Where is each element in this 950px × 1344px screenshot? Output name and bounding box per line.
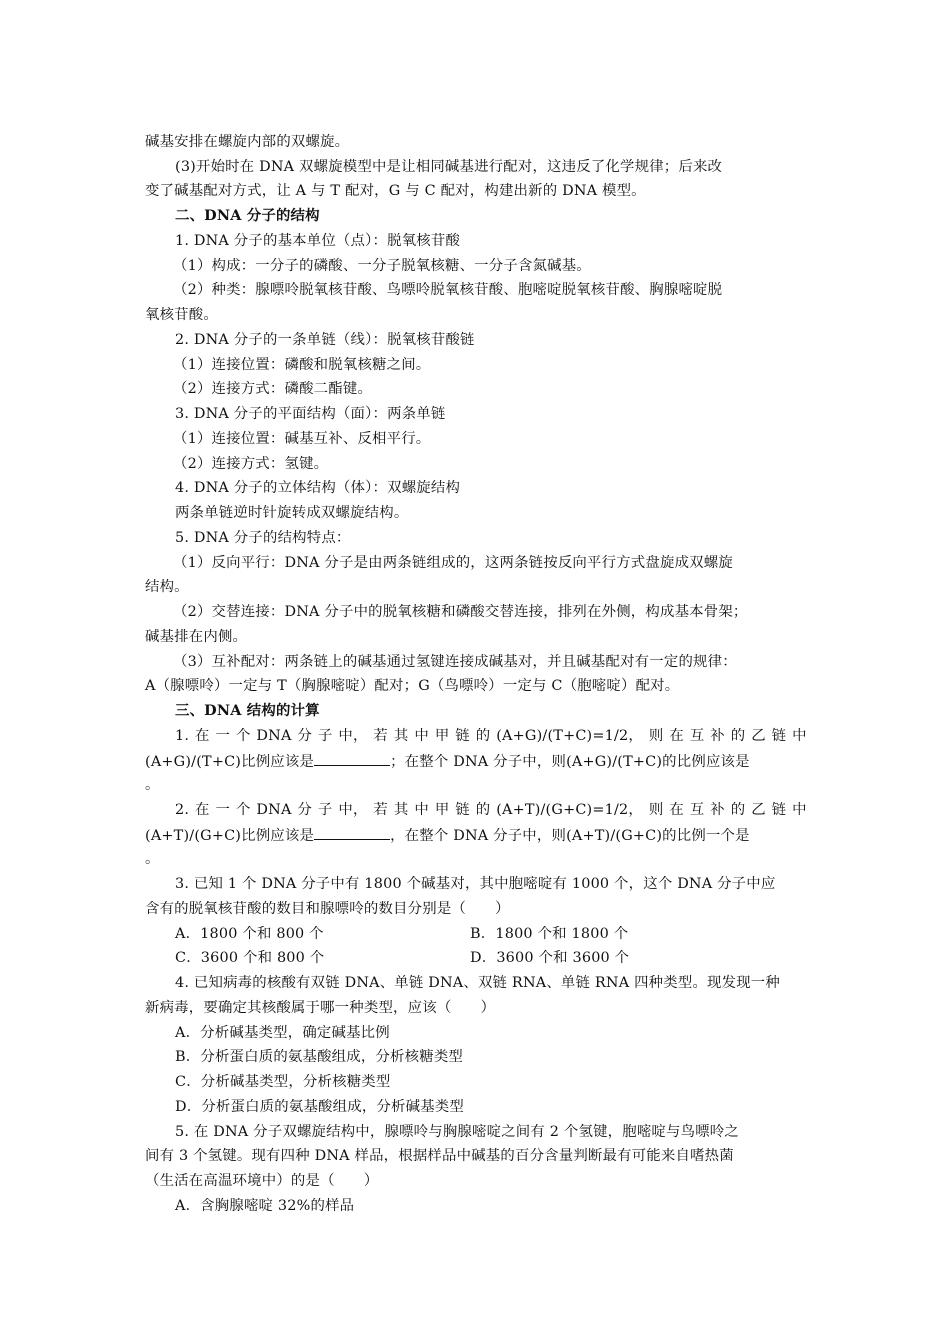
text-line: （生活在高温环境中）的是（ ）	[145, 1173, 379, 1189]
text-line: 新病毒，要确定其核酸属于哪一种类型，应该（ ）	[145, 1000, 496, 1016]
answer-blank[interactable]	[314, 825, 390, 840]
option-a: A．分析碱基类型，确定碱基比例	[175, 1025, 390, 1041]
option-a: A．1800 个和 800 个	[175, 926, 324, 942]
text-line: 碱基安排在螺旋内部的双螺旋。	[145, 134, 350, 150]
answer-blank[interactable]	[314, 751, 390, 766]
option-b: B．1800 个和 1800 个	[470, 926, 629, 942]
option-d: D．分析蛋白质的氨基酸组成，分析碱基类型	[175, 1099, 464, 1115]
question-2-line-2: (A+T)/(G+C)比例应该是 ，在整个 DNA 分子中，则(A+T)/(G+C)的比例一个是	[145, 825, 807, 846]
text-line: （1）构成：一分子的磷酸、一分子脱氧核糖、一分子含氮碱基。	[173, 258, 591, 274]
text-line: A（腺嘌呤）一定与 T（胸腺嘧啶）配对；G（鸟嘌呤）一定与 C（胞嘧啶）配对。	[145, 678, 680, 694]
text-line: 。	[145, 777, 160, 793]
text-line: 3. DNA 分子的平面结构（面）：两条单链	[175, 406, 446, 422]
text-line: (3)开始时在 DNA 双螺旋模型中是让相同碱基进行配对，这违反了化学规律；后来改	[175, 159, 723, 175]
text-line: 3. 已知 1 个 DNA 分子中有 1800 个碱基对，其中胞嘧啶有 1000 个，这个 DNA 分子中应	[175, 876, 776, 892]
text-line: 5. DNA 分子的结构特点：	[175, 530, 351, 546]
text-line: （1）连接位置：碱基互补、反相平行。	[173, 431, 431, 447]
option-c: C．3600 个和 800 个	[175, 950, 325, 966]
option-c: C．分析碱基类型，分析核糖类型	[175, 1074, 391, 1090]
text-line: 碱基排在内侧。	[145, 629, 248, 645]
text-line: 氧核苷酸。	[145, 307, 218, 323]
text-line: 4. 已知病毒的核酸有双链 DNA、单链 DNA、双链 RNA、单链 RNA 四种类型。现发现一种	[175, 975, 780, 991]
section-heading: 二、DNA 分子的结构	[175, 207, 320, 224]
option-a: A．含胸腺嘧啶 32%的样品	[175, 1198, 355, 1214]
text-line: （1）反向平行：DNA 分子是由两条链组成的，这两条链按反向平行方式盘旋成双螺旋	[173, 555, 733, 571]
text-line: （1）连接位置：磷酸和脱氧核糖之间。	[173, 357, 431, 373]
text-line: （2）交替连接：DNA 分子中的脱氧核糖和磷酸交替连接，排列在外侧，构成基本骨架；	[173, 604, 748, 620]
text-line: （2）种类：腺嘌呤脱氧核苷酸、鸟嘌呤脱氧核苷酸、胞嘧啶脱氧核苷酸、胸腺嘧啶脱	[173, 282, 723, 298]
option-b: B．分析蛋白质的氨基酸组成，分析核糖类型	[175, 1049, 463, 1065]
text-line: （2）连接方式：磷酸二酯键。	[173, 381, 373, 397]
text-line: 1. DNA 分子的基本单位（点）：脱氧核苷酸	[175, 233, 461, 249]
text-line: 含有的脱氧核苷酸的数目和腺嘌呤的数目分别是（ ）	[145, 901, 510, 917]
text-line: 5. 在 DNA 分子双螺旋结构中，腺嘌呤与胸腺嘧啶之间有 2 个氢键，胞嘧啶与鸟嘌呤之	[175, 1124, 739, 1140]
option-d: D．3600 个和 3600 个	[470, 950, 630, 966]
text-line: 变了碱基配对方式，让 A 与 T 配对，G 与 C 配对，构建出新的 DNA 模型。	[145, 183, 646, 199]
question-1-line-1: 1. 在 一 个 DNA 分 子 中， 若 其 中 甲 链 的 (A+G)/(T+C)=1/2， 则 在 互 补 的 乙 链 中	[175, 728, 807, 744]
text-line: （3）互补配对：两条链上的碱基通过氢键连接成碱基对，并且碱基配对有一定的规律：	[173, 654, 737, 670]
question-2-line-1: 2. 在 一 个 DNA 分 子 中， 若 其 中 甲 链 的 (A+T)/(G+C)=1/2， 则 在 互 补 的 乙 链 中	[175, 802, 807, 818]
question-1-line-2: (A+G)/(T+C)比例应该是 ；在整个 DNA 分子中，则(A+G)/(T+C)的比例应该是	[145, 751, 807, 772]
text-line: （2）连接方式：氢键。	[173, 456, 329, 472]
text-line: 间有 3 个氢键。现有四种 DNA 样品，根据样品中碱基的百分含量判断最有可能来自嗜热菌	[145, 1148, 734, 1164]
section-heading: 三、DNA 结构的计算	[175, 702, 320, 719]
text-line: 4. DNA 分子的立体结构（体）：双螺旋结构	[175, 480, 461, 496]
text-line: 两条单链逆时针旋转成双螺旋结构。	[175, 505, 409, 521]
text-line: 结构。	[145, 579, 189, 595]
text-line: 。	[145, 851, 160, 867]
text-line: 2. DNA 分子的一条单链（线）：脱氧核苷酸链	[175, 332, 475, 348]
